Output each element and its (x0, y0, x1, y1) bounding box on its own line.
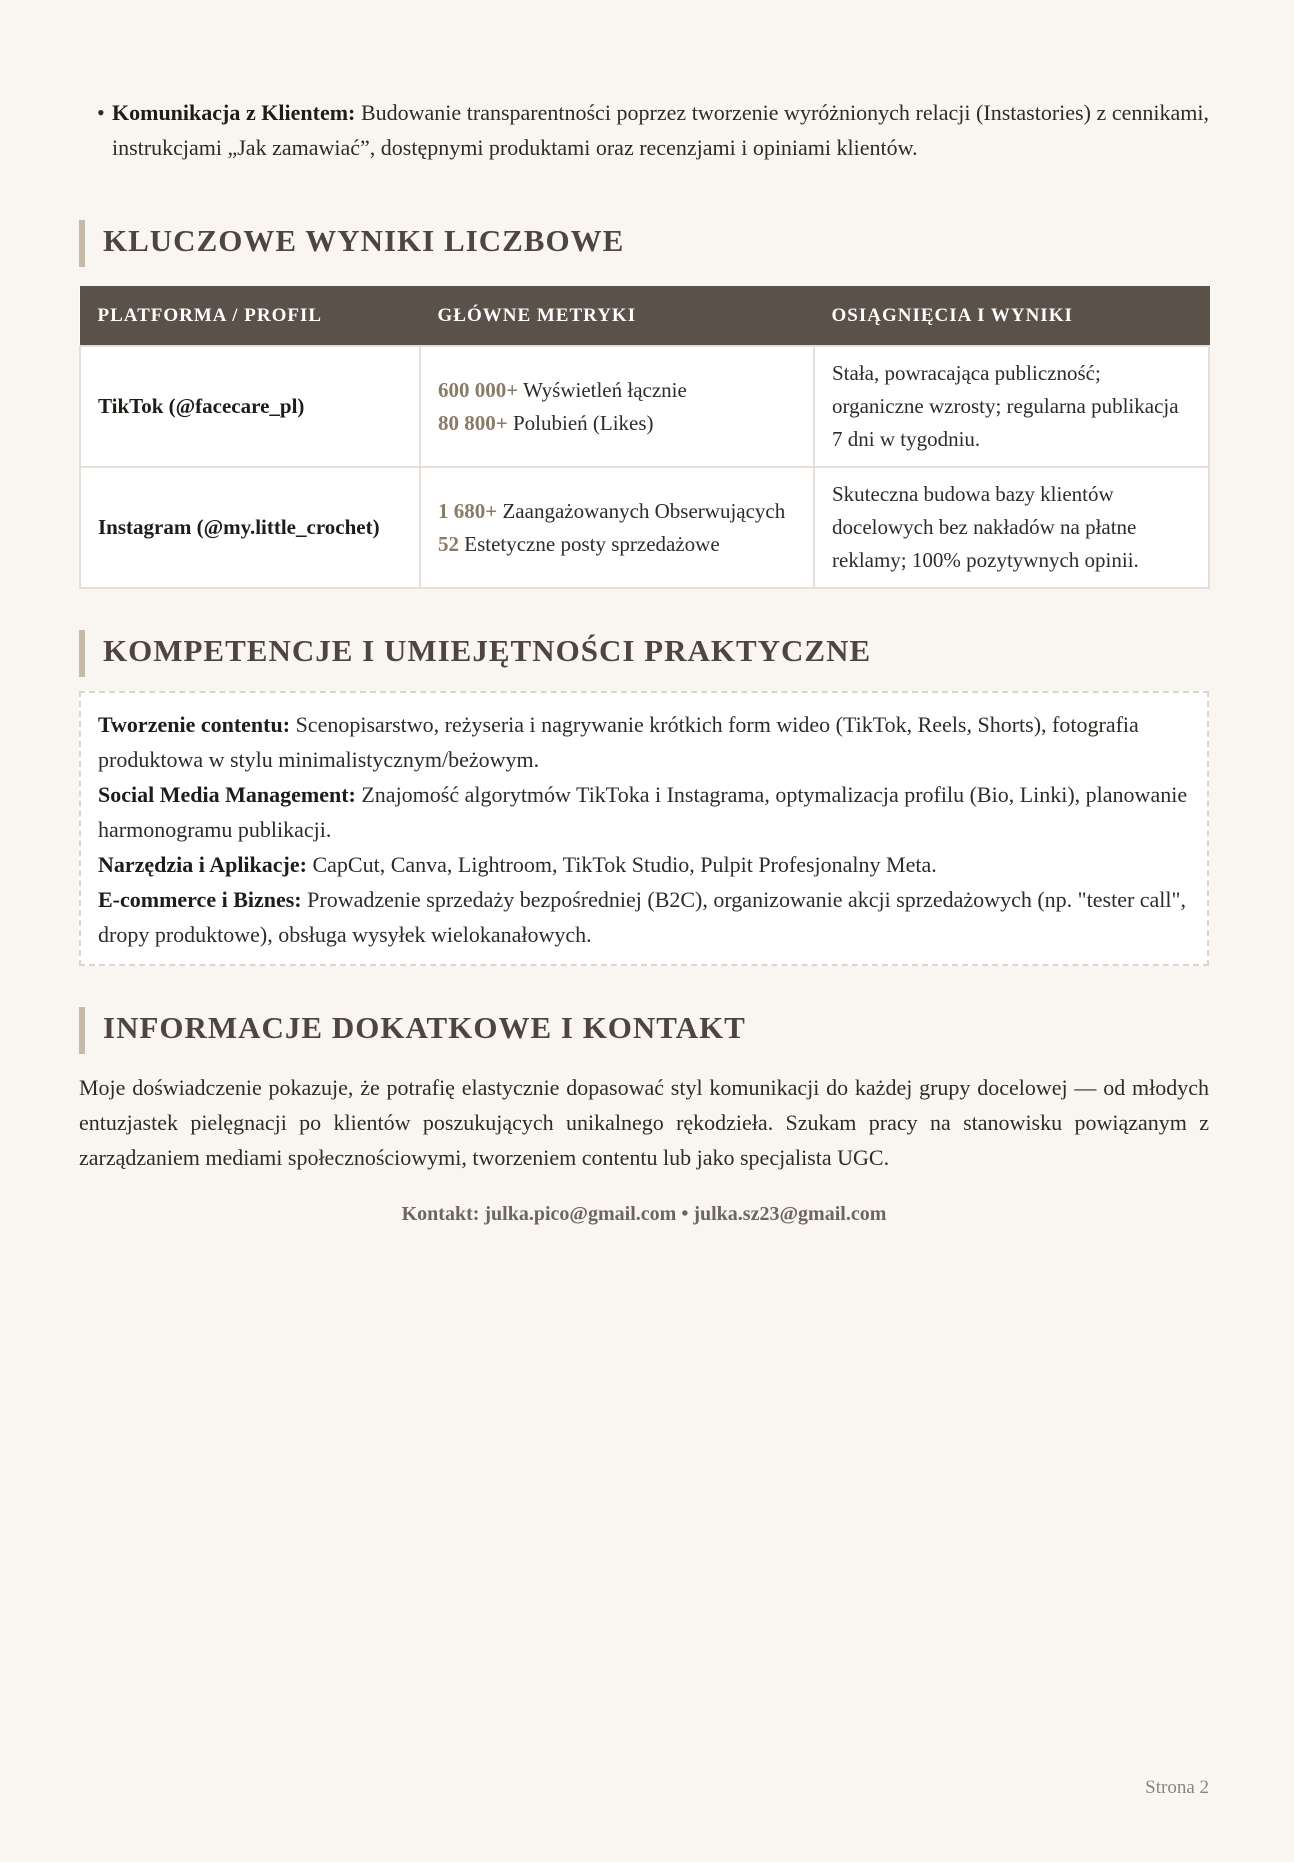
skill-text: Prowadzenie sprzedaży bezpośredniej (B2C), organizowanie akcji sprzedażowych (np. "tester call", dropy produktowe), obsługa wysyłek wielokanałowych. (98, 887, 1187, 947)
table-header-row (80, 287, 1209, 347)
skill-text: Scenopisarstwo, reżyseria i nagrywanie krótkich form wideo (TikTok, Reels, Shorts), fotografia produktowa w stylu minimalistycznym/beżowym. (98, 712, 1139, 772)
skill-item (98, 882, 1190, 952)
skill-label: Tworzenie contentu: (98, 712, 291, 737)
metrics-cell (420, 346, 814, 467)
page-number: Strona 2 (1145, 1777, 1209, 1798)
column-header-platform: PLATFORMA / PROFIL (80, 287, 420, 347)
skill-label: Social Media Management: (98, 782, 356, 807)
table-row (80, 467, 1209, 588)
results-table (79, 286, 1210, 589)
skills-section-title: KOMPETENCJE I UMIEJĘTNOŚCI PRAKTYCZNE (79, 631, 1209, 671)
platform-cell: TikTok (@facecare_pl) (80, 346, 420, 467)
skills-box (79, 691, 1209, 966)
metric-label: Zaangażowanych Obserwujących (497, 498, 786, 523)
info-section-title: INFORMACJE DOKATKOWE I KONTAKT (79, 1008, 1209, 1048)
page-content (79, 95, 1209, 1226)
metrics-cell (420, 467, 814, 588)
metric-number: 52 (438, 531, 459, 556)
summary-paragraph: Moje doświadczenie pokazuje, że potrafię elastycznie dopasować styl komunikacji do każdej grupy docelowej — od młodych entuzjastek pielęgnacji po klientów poszukujących unikalnego rękodzieła. Szukam pracy na stanowisku powiązanym z zarządzaniem mediami społecznościowymi, tworzeniem contentu lub jako specjalista UGC. (79, 1075, 1209, 1170)
metric-label: Estetyczne posty sprzedażowe (459, 531, 720, 556)
metric-number: 80 800+ (438, 410, 508, 435)
metric-label: Polubień (Likes) (507, 410, 654, 435)
contact-line: Kontakt: julka.pico@gmail.com • julka.sz23@gmail.com (401, 1203, 887, 1225)
metric-label: Wyświetleń łącznie (518, 377, 687, 402)
metric-number: 600 000+ (438, 377, 519, 402)
table-row (80, 346, 1209, 467)
skill-label: E-commerce i Biznes: (98, 887, 302, 912)
achievements-cell: Stała, powracająca publiczność; organiczne wzrosty; regularna publikacja 7 dni w tygodniu. (814, 346, 1209, 467)
bullet-label: Komunikacja z Klientem: (112, 100, 356, 125)
results-section-title: KLUCZOWE WYNIKI LICZBOWE (79, 221, 1209, 261)
skill-text: CapCut, Canva, Lightroom, TikTok Studio, Pulpit Profesjonalny Meta. (306, 852, 937, 877)
skill-item (98, 847, 1190, 882)
metric-number: 1 680+ (438, 498, 498, 523)
skill-text: Znajomość algorytmów TikToka i Instagrama, optymalizacja profilu (Bio, Linki), planowanie harmonogramu publikacji. (98, 782, 1188, 842)
platform-cell: Instagram (@my.little_crochet) (80, 467, 420, 588)
bullet-text: Budowanie transparentności poprzez tworzenie wyróżnionych relacji (Instastories) z cennikami, instrukcjami „Jak zamawiać”, dostępnymi produktami oraz recenzjami i opiniami klientów. (112, 100, 1209, 160)
intro-bullet (79, 95, 1209, 165)
column-header-metrics: GŁÓWNE METRYKI (420, 287, 814, 347)
achievements-cell: Skuteczna budowa bazy klientów docelowych bez nakładów na płatne reklamy; 100% pozytywnych opinii. (814, 467, 1209, 588)
column-header-achievements: OSIĄGNIĘCIA I WYNIKI (814, 287, 1209, 347)
skill-item (98, 777, 1190, 847)
bullet-marker: • (97, 100, 105, 125)
skill-label: Narzędzia i Aplikacje: (98, 852, 307, 877)
skill-item (98, 707, 1190, 777)
